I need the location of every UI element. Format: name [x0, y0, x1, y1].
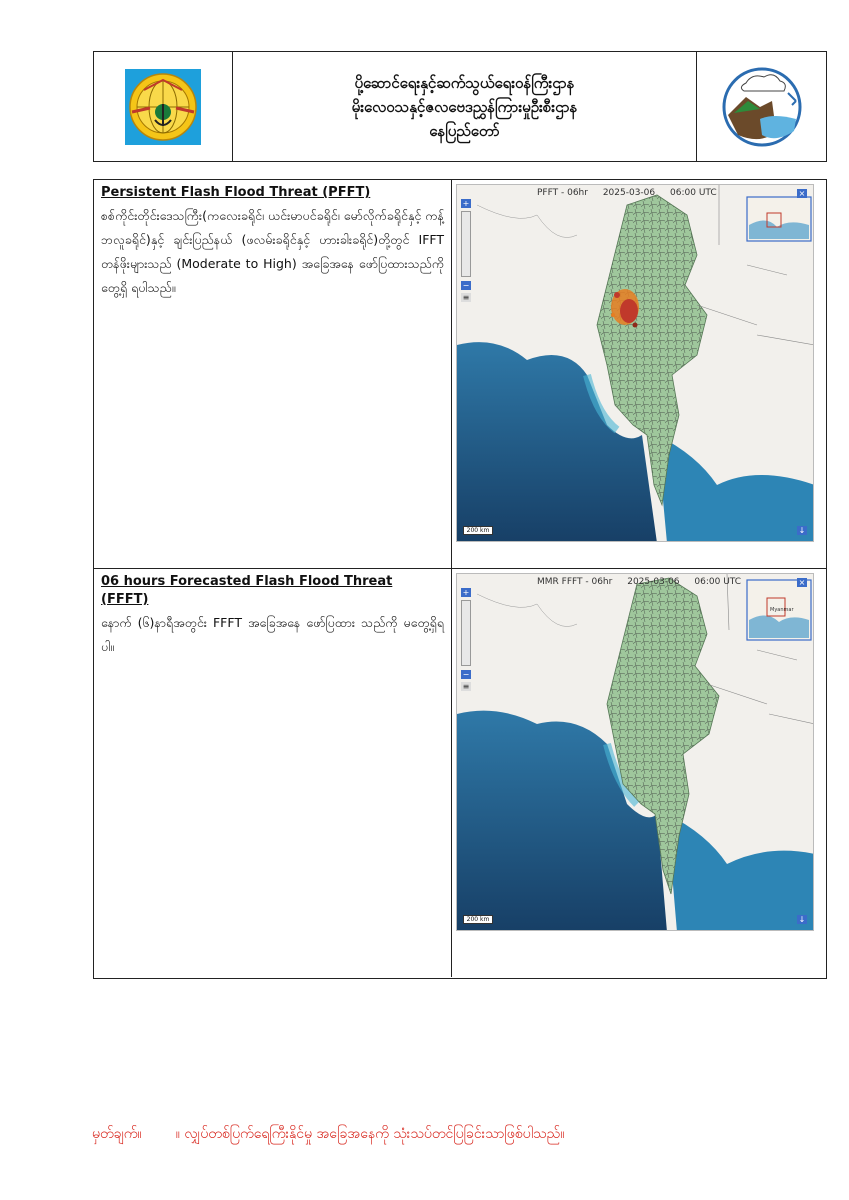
zoom-out-button[interactable]: − [462, 281, 470, 290]
ffft-description: နောက် (၆)နာရီအတွင်း FFFT အခြေအနေ ဖော်ပြထား သည်ကို မတွေ့ရှိရပါ။ [101, 615, 444, 654]
water-cycle-icon [716, 61, 808, 153]
download-button[interactable]: ↓ [798, 915, 806, 924]
pfft-map-label: PFFT - 06hr [537, 188, 588, 198]
close-inset-button[interactable]: × [798, 189, 806, 198]
download-button[interactable]: ↓ [798, 526, 806, 535]
pfft-description: စစ်ကိုင်းတိုင်းဒေသကြီး(ကလေးခရိုင်၊ ယင်းမာပင်ခရိုင်၊ မော်လိုက်ခရိုင်နှင့် ကန့်ဘလူခရိုင်)နှင့် ချင်းပြည်နယ် (ဖလမ်းခရိုင်နှင့် ဟားခါးခရိုင်)တို့တွင် IFFT တန်ဖိုးများသည် (Moderate to High) အခြေအနေ ဖော်ပြထားသည်ကို တွေ့ရှိ ရပါသည်။ [101, 208, 444, 295]
pfft-map-canvas [457, 185, 814, 542]
footer-label: မှတ်ချက်။ [92, 1126, 142, 1142]
ffft-map-label: MMR FFFT - 06hr [537, 577, 613, 587]
pfft-map-date: 2025-03-06 [602, 188, 656, 198]
city-name: နေပြည်တော် [429, 121, 500, 140]
ffft-map[interactable] [456, 573, 814, 931]
close-inset-button[interactable]: × [798, 578, 806, 587]
pfft-scale-bar: 200 km [463, 526, 493, 535]
pfft-map[interactable] [456, 184, 814, 542]
ffft-map-date: 2025-03-06 [627, 577, 680, 587]
zoom-in-button[interactable]: + [462, 588, 470, 597]
pfft-text-cell [94, 180, 452, 568]
zoom-out-button[interactable]: − [462, 670, 470, 679]
ffft-map-canvas [457, 574, 814, 931]
dmh-emblem-left [94, 52, 233, 161]
ffft-map-cell [452, 569, 826, 977]
pfft-map-cell [452, 180, 826, 568]
ffft-scale-bar: 200 km [463, 915, 493, 924]
hydrology-logo-right [697, 52, 826, 161]
ministry-emblem-icon [124, 68, 202, 146]
department-name: မိုးလေဝသနှင့်ဇလဗေဒညွှန်ကြားမှုဦးစီးဌာန [351, 97, 578, 116]
ministry-name: ပို့ဆောင်ရေးနှင့်ဆက်သွယ်ရေးဝန်ကြီးဌာန [354, 73, 575, 92]
department-title [233, 52, 697, 161]
pfft-map-title [537, 188, 729, 198]
ffft-row [94, 569, 826, 977]
ffft-map-title [537, 577, 753, 587]
zoom-in-button[interactable]: + [462, 199, 470, 208]
layers-button[interactable]: ≡ [462, 293, 470, 302]
layers-button[interactable]: ≡ [462, 682, 470, 691]
pfft-row [94, 180, 826, 569]
ffft-inset-label: Myanmar [770, 607, 794, 613]
flood-threat-table [93, 179, 827, 979]
pfft-title: Persistent Flash Flood Threat (PFFT) [101, 185, 371, 200]
zoom-slider[interactable] [461, 600, 471, 666]
ffft-title: 06 hours Forecasted Flash Flood Threat (FFFT) [101, 574, 393, 607]
ffft-text-cell [94, 569, 452, 977]
zoom-slider[interactable] [461, 211, 471, 277]
pfft-map-time: 06:00 UTC [670, 188, 717, 198]
letterhead [93, 51, 827, 162]
footer-text: ။ လျှပ်တစ်ပြက်ရေကြီးနိုင်မှု အခြေအနေကို သုံးသပ်တင်ပြခြင်းသာဖြစ်ပါသည်။ [175, 1126, 565, 1142]
ffft-map-time: 06:00 UTC [694, 577, 742, 587]
footer-remark [92, 1123, 792, 1145]
